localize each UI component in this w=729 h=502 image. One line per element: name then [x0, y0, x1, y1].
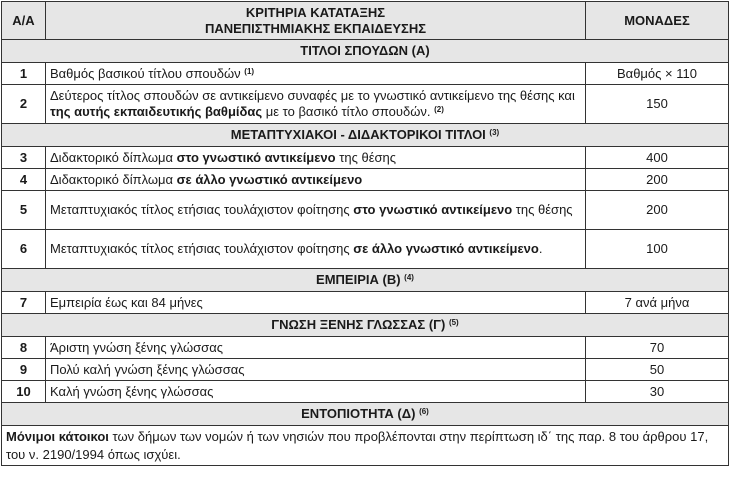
row-number: 10 — [2, 381, 46, 403]
row-description: Βαθμός βασικού τίτλου σπουδών $^{(1)}$ — [46, 63, 586, 85]
section-titles-label: ΤΙΤΛΟΙ ΣΠΟΥΔΩΝ (Α) — [300, 43, 430, 58]
section-language — [2, 314, 729, 337]
row-number: 1 — [2, 63, 46, 85]
table-row — [2, 359, 729, 381]
row-number: 4 — [2, 169, 46, 191]
table-row — [2, 85, 729, 124]
section-experience-label: ΕΜΠΕΙΡΙΑ (Β) — [316, 272, 401, 287]
footnote-ref: (3) — [489, 128, 500, 137]
row-number: 9 — [2, 359, 46, 381]
footnote-ref: (2) — [434, 105, 444, 114]
table-row — [2, 147, 729, 169]
row-number: 7 — [2, 292, 46, 314]
table-row — [2, 292, 729, 314]
section-locality-label: ΕΝΤΟΠΙΟΤΗΤΑ (Δ) — [301, 406, 416, 421]
row-description: Καλή γνώση ξένης γλώσσας — [46, 381, 586, 403]
section-titles — [2, 40, 729, 63]
row-description: Εμπειρία έως και 84 μήνες — [46, 292, 586, 314]
table-row — [2, 381, 729, 403]
row-points: Βαθμός × 110 — [586, 63, 729, 85]
row-number: 3 — [2, 147, 46, 169]
row-description: Πολύ καλή γνώση ξένης γλώσσας — [46, 359, 586, 381]
row-points: 200 — [586, 169, 729, 191]
header-criteria-line1: ΚΡΙΤΗΡΙΑ ΚΑΤΑΤΑΞΗΣ — [245, 4, 386, 20]
row-points: 200 — [586, 191, 729, 230]
section-experience — [2, 269, 729, 292]
locality-description-row — [2, 426, 729, 466]
row-description: Άριστη γνώση ξένης γλώσσας — [46, 337, 586, 359]
header-aa: Α/Α — [2, 2, 46, 40]
row-description: Μεταπτυχιακός τίτλος ετήσιας τουλάχιστον φοίτησης σε άλλο γνωστικό αντικείμενο. — [46, 230, 586, 269]
row-points: 100 — [586, 230, 729, 269]
row-description: Διδακτορικό δίπλωμα σε άλλο γνωστικό αντικείμενο — [46, 169, 586, 191]
footnote-ref: (6) — [419, 407, 429, 416]
table-row — [2, 230, 729, 269]
footnote-ref: (1) — [244, 66, 255, 76]
row-number: 5 — [2, 191, 46, 230]
row-number: 6 — [2, 230, 46, 269]
section-language-label: ΓΝΩΣΗ ΞΕΝΗΣ ΓΛΩΣΣΑΣ (Γ) — [271, 317, 446, 332]
row-description: Διδακτορικό δίπλωμα στο γνωστικό αντικείμενο της θέσης — [46, 147, 586, 169]
locality-description: Μόνιμοι κάτοικοι των δήμων των νομών ή των νησιών που προβλέπονται στην περίπτωση ιδ΄ της παρ. 8 του άρθρου 17, του ν. 2190/1994 όπως ισχύει. — [2, 426, 729, 466]
row-points: 30 — [586, 381, 729, 403]
footnote-ref: (4) — [404, 273, 414, 282]
row-points: 70 — [586, 337, 729, 359]
header-criteria — [46, 2, 586, 40]
row-number: 8 — [2, 337, 46, 359]
table-row — [2, 63, 729, 85]
footnote-ref: (5) — [448, 318, 459, 327]
row-points: 50 — [586, 359, 729, 381]
table-row — [2, 337, 729, 359]
row-description: Δεύτερος τίτλος σπουδών σε αντικείμενο συναφές με το γνωστικό αντικείμενο της θέσης και της αυτής εκπαιδευτικής βαθμίδας με το βασικό τίτλο σπουδών. $^{(2)}$ — [46, 85, 586, 124]
row-description: Μεταπτυχιακός τίτλος ετήσιας τουλάχιστον φοίτησης στο γνωστικό αντικείμενο της θέσης — [46, 191, 586, 230]
header-points: ΜΟΝΑΔΕΣ — [586, 2, 729, 40]
header-criteria-line2: ΠΑΝΕΠΙΣΤΗΜΙΑΚΗΣ ΕΚΠΑΙΔΕΥΣΗΣ — [204, 20, 427, 36]
section-postgrad-label: ΜΕΤΑΠΤΥΧΙΑΚΟΙ - ΔΙΔΑΚΤΟΡΙΚΟΙ ΤΙΤΛΟΙ — [230, 127, 486, 142]
criteria-table — [1, 1, 729, 466]
section-postgrad — [2, 124, 729, 147]
row-points: 7 ανά μήνα — [586, 292, 729, 314]
row-points: 150 — [586, 85, 729, 124]
table-header-row — [2, 2, 729, 40]
table-row — [2, 169, 729, 191]
section-locality — [2, 403, 729, 426]
row-number: 2 — [2, 85, 46, 124]
table-row — [2, 191, 729, 230]
row-points: 400 — [586, 147, 729, 169]
